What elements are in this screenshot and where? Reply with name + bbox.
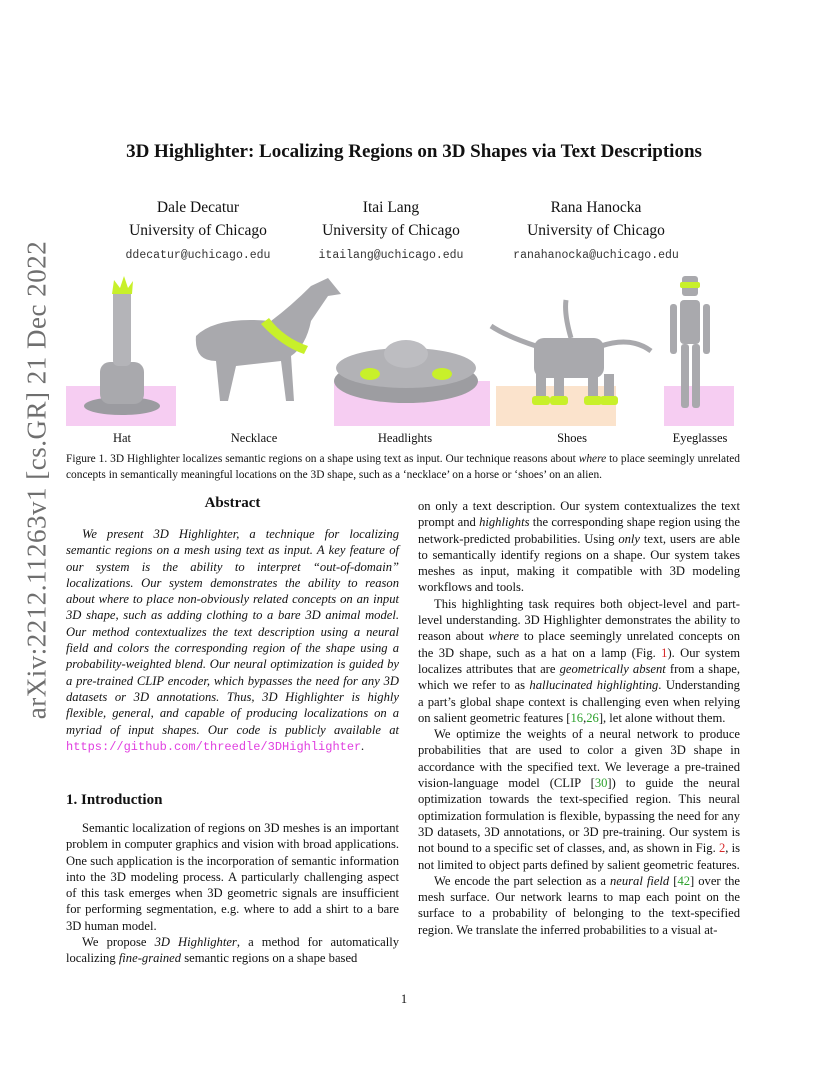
author-email[interactable]: ranahanocka@uchicago.edu bbox=[513, 249, 679, 262]
ufo-dome bbox=[384, 340, 428, 368]
right-paragraph-4: We encode the part selection as a neural field [42] over the mesh surface. Our network learns to map each point on the surface to a probability of belonging to the text-specified region. We translate the inferred probabilities to a visual at- bbox=[418, 873, 740, 937]
shoe-highlight-4 bbox=[600, 396, 618, 405]
author-name: Rana Hanocka bbox=[550, 199, 642, 216]
ref-42[interactable]: 42 bbox=[677, 873, 691, 888]
figure-label-eyeglasses: Eyeglasses bbox=[672, 431, 728, 445]
ref-fig-2[interactable]: 2 bbox=[718, 841, 726, 856]
alien-leg-4 bbox=[604, 374, 614, 398]
intro-text bbox=[66, 820, 399, 967]
right-paragraph-1: on only a text description. Our system contextualizes the text prompt and highlights the corresponding shape region using the network-predicted probabilities. Using only text, users are able to semantically identify regions on a shape. Our system takes meshes as input, making it compatible with 3D modeling workflows and tools. bbox=[418, 499, 741, 595]
author-email[interactable]: itailang@uchicago.edu bbox=[318, 249, 464, 262]
robot-arm-left bbox=[670, 304, 677, 354]
abstract-text: We present 3D Highlighter, a technique for localizing semantic regions on a mesh using text as input. A key feature of our system is the ability to interpret “out-of-domain” localizations. Our system demonstrates the ability to reason about where to place non-obviously related concepts on an input 3D shape, such as adding clothing to a bare 3D animal model. Our method contextualizes the text description using a neural field and colors the corresponding region of the shape using a probability-weighted blend. Our neural optimization is guided by a pre-trained CLIP encoder, which bypasses the need for any 3D datasets or 3D annotations. Thus, 3D Highlighter is highly flexible, general, and capable of producing localizations on a myriad of input shapes. Our code is publicly available at https://github.com/threedle/3DHighlighter. bbox=[66, 527, 399, 754]
alien-body bbox=[534, 338, 604, 378]
author-affiliation: University of Chicago bbox=[322, 222, 460, 239]
robot-torso bbox=[680, 300, 700, 344]
teaser-figure bbox=[66, 266, 740, 426]
shoe-highlight-3 bbox=[584, 396, 602, 405]
shoe-highlight-1 bbox=[532, 396, 550, 405]
intro-paragraph-2: We propose 3D Highlighter, a method for automatically localizing fine-grained semantic regions on a shape based bbox=[66, 935, 400, 966]
code-link[interactable]: https://github.com/threedle/3DHighlighter bbox=[66, 739, 362, 754]
headlights-ufo-panel bbox=[334, 340, 490, 426]
author-name: Itai Lang bbox=[362, 199, 420, 216]
author-affiliation: University of Chicago bbox=[527, 222, 665, 239]
robot-arm-right bbox=[703, 304, 710, 354]
alien-leg-1 bbox=[536, 374, 546, 398]
paper-title: 3D Highlighter: Localizing Regions on 3D Shapes via Text Descriptions bbox=[126, 141, 702, 162]
ref-26[interactable]: 26 bbox=[586, 710, 599, 725]
figure-label-necklace: Necklace bbox=[230, 431, 278, 445]
headlight-right bbox=[432, 368, 452, 380]
author-name: Dale Decatur bbox=[156, 199, 240, 216]
lamp-pole bbox=[113, 288, 131, 366]
right-column bbox=[418, 498, 740, 938]
hat-lamp-panel bbox=[66, 276, 176, 426]
arxiv-sidebar bbox=[21, 240, 52, 720]
robot-leg-left bbox=[681, 344, 689, 408]
figure-caption: Figure 1. 3D Highlighter localizes semantic regions on a shape using text as input. Our technique reasons about where to place seemingly unrelated concepts in semantically meaningful locations on the 3D shape, such as a ‘necklace’ on a horse or ‘shoes’ on an alien. bbox=[66, 453, 740, 481]
eyeglasses-highlight bbox=[680, 282, 700, 288]
author-2 bbox=[281, 196, 501, 267]
right-paragraph-3: We optimize the weights of a neural network to produce probabilities that are used to color a given 3D shape in accordance with the specified text. We leverage a pre-trained vision-language model (CLIP [30]) to guide the neural optimization towards the text-specified region. This neural optimization formulation is flexible, bypassing the need for any 3D datasets, 3D annotations, or 3D pre-training. Our system is not bound to a specific set of classes, and, as shown in Fig. 2, is not limited to object parts defined by salient geometric features. bbox=[418, 727, 740, 872]
author-affiliation: University of Chicago bbox=[129, 222, 267, 239]
author-3 bbox=[486, 196, 706, 267]
necklace-horse-panel bbox=[196, 278, 341, 401]
intro-heading: 1. Introduction bbox=[66, 792, 163, 808]
figure-label-hat: Hat bbox=[112, 431, 132, 445]
intro-paragraph-1: Semantic localization of regions on 3D meshes is an important problem in computer graphics and vision with broad applications. One such application is the incorporation of semantic information into the 3D modeling process. A particularly challenging aspect of this task emerges when 3D geometric signals are insufficient for performing segmentation, e.g. where to add a shirt to a bare 3D human model. bbox=[66, 821, 399, 933]
page-number: 1 bbox=[400, 992, 408, 1006]
figure-label-shoes: Shoes bbox=[557, 431, 587, 445]
headlight-left bbox=[360, 368, 380, 380]
shoe-highlight-2 bbox=[550, 396, 568, 405]
robot-leg-right bbox=[692, 344, 700, 408]
author-email[interactable]: ddecatur@uchicago.edu bbox=[125, 249, 271, 262]
abstract-heading: Abstract bbox=[204, 495, 261, 511]
ref-fig-1[interactable]: 1 bbox=[661, 645, 668, 660]
ref-30[interactable]: 30 bbox=[594, 776, 608, 791]
arxiv-id: arXiv:2212.11263v1 [cs.GR] 21 Dec 2022 bbox=[21, 240, 52, 720]
alien-leg-3 bbox=[588, 374, 598, 398]
lamp-base-stack bbox=[100, 362, 144, 404]
hat-highlight bbox=[112, 276, 133, 294]
alien-leg-2 bbox=[554, 374, 564, 398]
right-paragraph-2: This highlighting task requires both object-level and part-level understanding. 3D Highlighter demonstrates the ability to reason about where to place seemingly unrelated concepts on the 3D shape, such as a hat on a lamp (Fig. 1). Our system localizes attributes that are geometrically absent from a shape, which we refer to as hallucinated highlighting. Understanding a part’s global shape context is challenging even when relying on salient geometric features [16,26], let alone without them. bbox=[418, 596, 740, 725]
horse-body bbox=[196, 278, 341, 401]
shoes-alien-panel bbox=[491, 300, 651, 426]
eyeglasses-robot-panel bbox=[664, 276, 734, 426]
ref-16[interactable]: 16 bbox=[570, 710, 584, 725]
figure-label-headlights: Headlights bbox=[377, 431, 433, 445]
author-1 bbox=[88, 196, 308, 267]
